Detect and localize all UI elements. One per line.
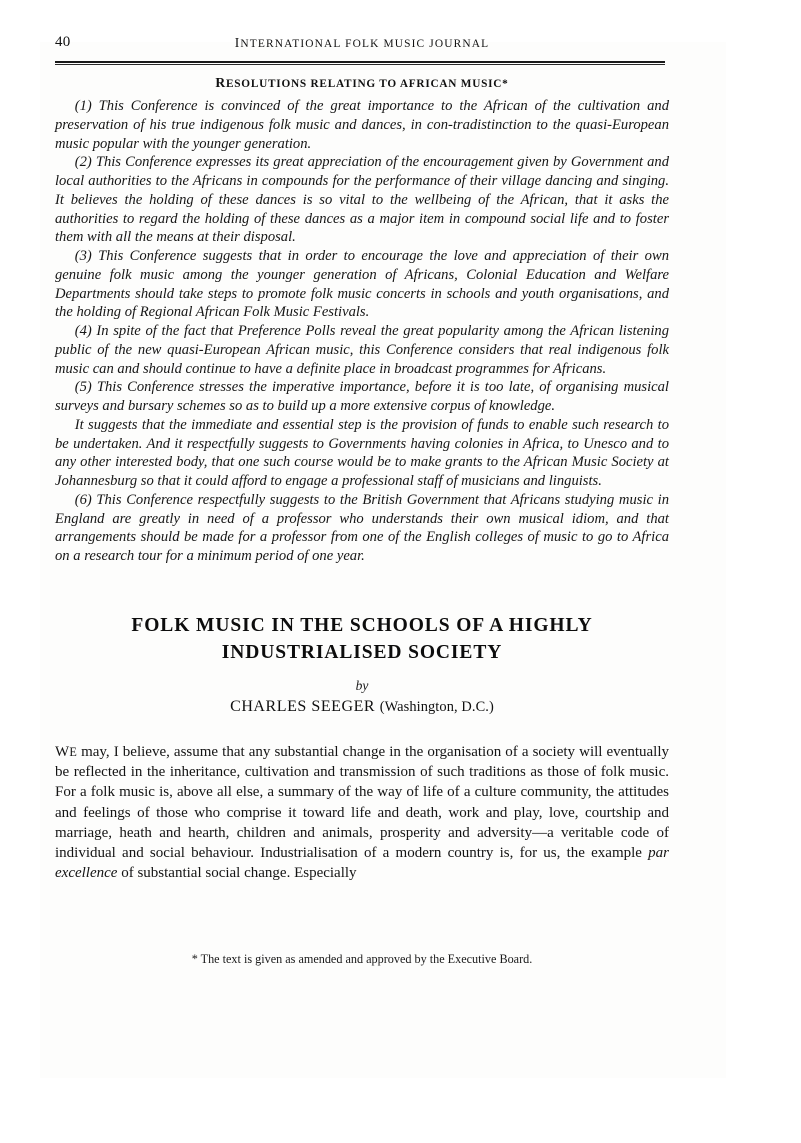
paragraph-text-part-1: may, I believe, assume that any substantial change in the organisation of a society will eventually be reflected in the inheritance, cultivation and transmission of such traditions as those of folk music. For a folk music is, above all else, a summary of the way of life of a culture community, the attitudes and feelings of those who comprise it toward life and death, work and play, love, courtship and marriage, heath and hearth, children and animals, prosperity and adversity—a veritable code of individual and social behaviour. Industrialisation of a modern country is, for us, the example bbox=[55, 744, 669, 861]
rule-thick-line bbox=[55, 61, 665, 63]
paragraph-italic-phrase: par excellence bbox=[55, 844, 669, 882]
footnote bbox=[55, 952, 669, 968]
resolution-paragraph: (3) This Conference suggests that in order to encourage the love and appreciation of their own genuine folk music among the younger generation of Africans, Colonial Education and Welfare Departments should take steps to promote folk music concerts in schools and youth organisations, and the holding of Regional African Folk Music Festivals. bbox=[55, 248, 669, 321]
resolution-paragraph: (2) This Conference expresses its great appreciation of the encouragement given by Government and local authorities to the Africans in compounds for the performance of their village dancing and singing. It believes the holding of these dances is so vital to the wellbeing of the African, that it asks the authorities to regard the holding of these dances as a major item in compound social life and to foster them with all the means at their disposal. bbox=[55, 154, 669, 246]
text-column bbox=[55, 75, 669, 883]
rule-thin-line bbox=[55, 64, 665, 65]
section-heading-smallcaps: ESOLUTIONS RELATING TO AFRICAN MUSIC* bbox=[225, 78, 509, 90]
opening-initial: W bbox=[55, 744, 70, 761]
section-heading-initial: R bbox=[215, 75, 226, 90]
journal-title-initial: I bbox=[234, 35, 241, 50]
article-heading-block bbox=[55, 612, 669, 716]
article-title-line-2: INDUSTRIALISED SOCIETY bbox=[221, 642, 503, 664]
author-affiliation: (Washington, D.C.) bbox=[379, 699, 494, 716]
article-title-line-1: FOLK MUSIC IN THE SCHOOLS OF A HIGHLY bbox=[131, 614, 593, 636]
journal-title bbox=[55, 35, 669, 51]
resolution-paragraph: (1) This Conference is convinced of the great importance to the African of the cultivation and preservation of his true indigenous folk music and dances, in con-tradistinction to the quasi-European music popular with the younger generation. bbox=[55, 98, 669, 152]
section-heading bbox=[55, 75, 669, 91]
opening-smallcap: E bbox=[69, 745, 78, 760]
paragraph-text-part-2: of substantial social change. Especially bbox=[117, 865, 357, 882]
author-line bbox=[55, 698, 669, 716]
resolution-paragraph: (5) This Conference stresses the imperative importance, before it is too late, of organising musical surveys and bursary schemes so as to build up a more extensive corpus of knowledge. bbox=[55, 379, 669, 414]
journal-title-smallcaps: NTERNATIONAL FOLK MUSIC JOURNAL bbox=[240, 38, 490, 50]
footnote-text: The text is given as amended and approved by the Executive Board. bbox=[197, 952, 533, 966]
running-head bbox=[55, 34, 669, 56]
footnote-marker: * bbox=[191, 952, 198, 966]
article-body bbox=[55, 742, 669, 883]
byline-by-label: by bbox=[355, 678, 369, 694]
article-title bbox=[55, 612, 669, 667]
resolution-paragraph: It suggests that the immediate and essential step is the provision of funds to enable such research to be undertaken. And it respectfully suggests to Governments having colonies in Africa, to Unesco and to any other interested body, that one such course would be to make grants to the African Music Society at Johannesburg so that it could afford to engage a professional staff of musicians and linguists. bbox=[55, 416, 669, 489]
header-double-rule bbox=[55, 61, 665, 65]
resolution-paragraph: (6) This Conference respectfully suggests to the British Government that Africans studying music in England are greatly in need of a professor who understands their own musical idiom, and that arrangements should be made for a professor from one of the English colleges of music to go to Africa on a research tour for a minimum period of one year. bbox=[55, 491, 669, 564]
article-opening-paragraph bbox=[55, 742, 669, 883]
author-name: CHARLES SEEGER bbox=[230, 698, 376, 716]
paragraph-opening-word bbox=[55, 744, 77, 760]
resolution-paragraph: (4) In spite of the fact that Preference Polls reveal the great popularity among the African listening public of the new quasi-European African music, this Conference considers that real indigenous folk music can and should continue to have a definite place in broadcast programmes for Africans. bbox=[55, 323, 669, 377]
page-number: 40 bbox=[55, 34, 71, 50]
